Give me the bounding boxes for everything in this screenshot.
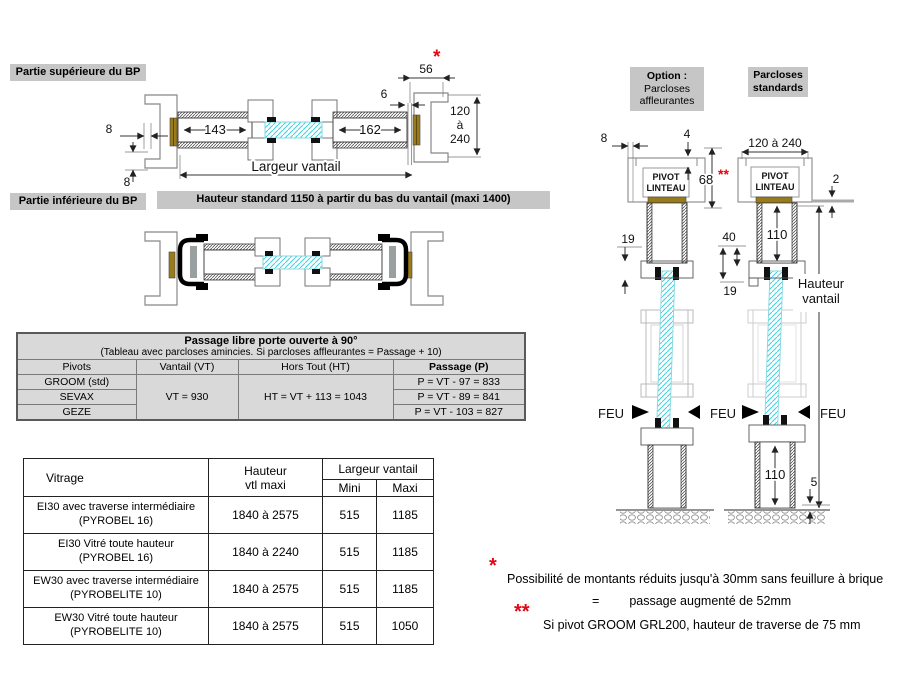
top-section-drawing [78, 45, 488, 195]
dim-a-text: à [456, 118, 464, 132]
hauteur-value: 1840 à 2575 [209, 571, 323, 608]
feu-label-1: FEU [598, 406, 624, 421]
table-row [24, 571, 434, 608]
mini-value: 515 [323, 608, 377, 645]
col-pivots: Pivots [17, 360, 136, 375]
col-vitrage: Vitrage [24, 459, 209, 497]
dim-68-text: 68 [698, 172, 714, 187]
dim-8v-text: 8 [123, 175, 131, 189]
pivot-geze: GEZE [17, 405, 136, 421]
dim-2 [832, 172, 840, 218]
vitrage-name: EI30 avec traverse intermédiaire [36, 501, 196, 514]
hauteur-value: 1840 à 2240 [209, 534, 323, 571]
label-parcloses-standards [748, 67, 808, 97]
dim-5-text: 5 [810, 475, 818, 489]
dim-6-text: 6 [380, 87, 388, 101]
feu-arrow-left-icon [798, 405, 810, 419]
dim-19-right [720, 282, 744, 298]
maxi-value: 1185 [377, 571, 434, 608]
hauteur-value: 1840 à 2575 [209, 608, 323, 645]
hauteur-value: 1840 à 2575 [209, 497, 323, 534]
dim-56-text: 56 [419, 62, 433, 76]
glass-pane [263, 256, 322, 269]
dim-110-bottom-text: 110 [764, 467, 786, 482]
hauteur-vantail-line2: vantail [802, 291, 840, 306]
passage-table-subtitle: (Tableau avec parcloses amincies. Si parcloses affleurantes = Passage + 10) [100, 347, 442, 358]
passage-groom: P = VT - 97 = 833 [393, 375, 525, 390]
footnote-equals: = [592, 594, 600, 608]
left-ground-hatch [620, 511, 710, 524]
col-hors-tout: Hors Tout (HT) [238, 360, 393, 375]
col-hauteur [209, 459, 323, 497]
dim-largeur-vantail [180, 155, 412, 179]
passage-table [16, 332, 526, 421]
dim-8 [601, 131, 648, 158]
col-maxi: Maxi [377, 480, 434, 497]
label-option-parcloses [630, 67, 704, 111]
footnote-2: Si pivot GROOM GRL200, hauteur de traverse de 75 mm [543, 618, 861, 632]
feu-arrow-right-icon [632, 405, 649, 419]
feu-arrow-right-icon [742, 405, 759, 419]
left-seal [169, 252, 175, 278]
largeur-vantail-text: Largeur vantail [251, 159, 341, 174]
vantail-value: VT = 930 [136, 375, 238, 421]
label-partie-inferieure [10, 193, 146, 210]
passage-geze: P = VT - 103 = 827 [393, 405, 525, 421]
mini-value: 515 [323, 571, 377, 608]
dim-4-text: 4 [683, 127, 691, 141]
left-door-rail [204, 244, 263, 280]
dim-162-text: 162 [359, 122, 381, 137]
table-row [24, 534, 434, 571]
vitrage-product: (PYROBELITE 10) [70, 626, 162, 638]
label-partie-inferieure-text: Partie inférieure du BP [18, 194, 138, 207]
standards-line1: Parcloses [753, 69, 803, 82]
hors-tout-value: HT = VT + 113 = 1043 [238, 375, 393, 421]
col-hauteur-line1: Hauteur [244, 463, 287, 478]
vitrage-name: EW30 avec traverse intermédiaire [33, 575, 199, 588]
option-line3: affleurantes [639, 95, 695, 108]
dim-110-top-text: 110 [766, 227, 788, 242]
dim-40-text: 40 [722, 230, 736, 244]
maxi-value: 1185 [377, 534, 434, 571]
pivot-groom: GROOM (std) [17, 375, 136, 390]
col-largeur-vantail: Largeur vantail [323, 459, 434, 480]
right-pivot-linteau-box [751, 167, 799, 203]
dim-19-left [617, 232, 642, 294]
vitrage-product: (PYROBEL 16) [78, 515, 154, 527]
table-row [24, 608, 434, 645]
dim-19-left-text: 19 [621, 232, 635, 246]
table-row [24, 497, 434, 534]
feu-label-3: FEU [820, 406, 846, 421]
footnote-1-line2-text: passage augmenté de 52mm [629, 594, 792, 608]
col-mini: Mini [323, 480, 377, 497]
vitrage-table [23, 458, 434, 645]
bottom-section-drawing [140, 218, 460, 328]
left-top-rail [647, 203, 687, 263]
col-hauteur-line2: vtl maxi [245, 477, 286, 492]
feu-markers [598, 405, 846, 421]
right-wall-profile [411, 232, 443, 305]
left-pivot-linteau-box [643, 168, 689, 203]
asterisk-note: * [433, 47, 441, 68]
dim-19-right-text: 19 [723, 284, 737, 298]
dim-8-text: 8 [600, 131, 608, 145]
dim-120-240-text: 120 à 240 [748, 136, 802, 150]
feu-label-2: FEU [710, 406, 736, 421]
label-partie-superieure-text: Partie supérieure du BP [15, 65, 141, 78]
maxi-value: 1050 [377, 608, 434, 645]
dim-120-240 [448, 95, 481, 157]
linteau-text-1: LINTEAU [646, 183, 686, 193]
right-door-rail [322, 244, 382, 280]
footnote-1-line2 [592, 594, 791, 608]
double-asterisk-note: ** [718, 166, 729, 182]
option-line1: Option : [646, 70, 688, 83]
pivot-sevax: SEVAX [17, 390, 136, 405]
col-passage: Passage (P) [393, 360, 525, 375]
dim-143-text: 143 [204, 122, 226, 137]
col-vantail: Vantail (VT) [136, 360, 238, 375]
table-row [17, 375, 525, 390]
table-row [17, 333, 525, 360]
dim-8h-text: 8 [105, 122, 113, 136]
mini-value: 515 [323, 534, 377, 571]
pivot-text-2: PIVOT [761, 171, 789, 181]
dim-120-240-top [742, 136, 808, 159]
standards-line2: standards [752, 82, 804, 94]
table-header-row [17, 360, 525, 375]
vitrage-product: (PYROBEL 16) [78, 552, 154, 564]
dim-240-text: 240 [449, 132, 471, 146]
table-header-row [24, 459, 434, 480]
feu-arrow-left-icon [688, 405, 700, 419]
pivot-text-1: PIVOT [652, 172, 680, 182]
dim-2-text: 2 [832, 172, 840, 186]
left-bottom-rail [648, 445, 686, 508]
vertical-section-drawing [592, 122, 900, 534]
footnote-star: * [489, 555, 497, 577]
mini-value: 515 [323, 497, 377, 534]
vitrage-product: (PYROBELITE 10) [70, 589, 162, 601]
option-line2: Parcloses [643, 82, 691, 95]
dim-40 [718, 230, 746, 279]
maxi-value: 1185 [377, 497, 434, 534]
linteau-text-2: LINTEAU [755, 182, 795, 192]
dim-8-vertical [124, 142, 148, 189]
hauteur-vantail-line1: Hauteur [797, 276, 845, 291]
vitrage-name: EW30 Vitré toute hauteur [54, 612, 178, 625]
passage-sevax: P = VT - 89 = 841 [393, 390, 525, 405]
dim-120-text: 120 [449, 104, 471, 118]
vitrage-name: EI30 Vitré toute hauteur [58, 538, 174, 551]
glass-pane [265, 122, 322, 138]
dim-8-horizontal [106, 122, 168, 149]
passage-table-title: Passage libre porte ouverte à 90° [184, 335, 358, 347]
banner-hauteur-standard-text: Hauteur standard 1150 à partir du bas du vantail (maxi 1400) [196, 193, 511, 206]
footnote-1-line1: Possibilité de montants réduits jusqu'à 30mm sans feuillure à brique [507, 572, 884, 586]
right-ground-hatch [728, 511, 826, 524]
footnote-double-star: ** [514, 601, 530, 623]
